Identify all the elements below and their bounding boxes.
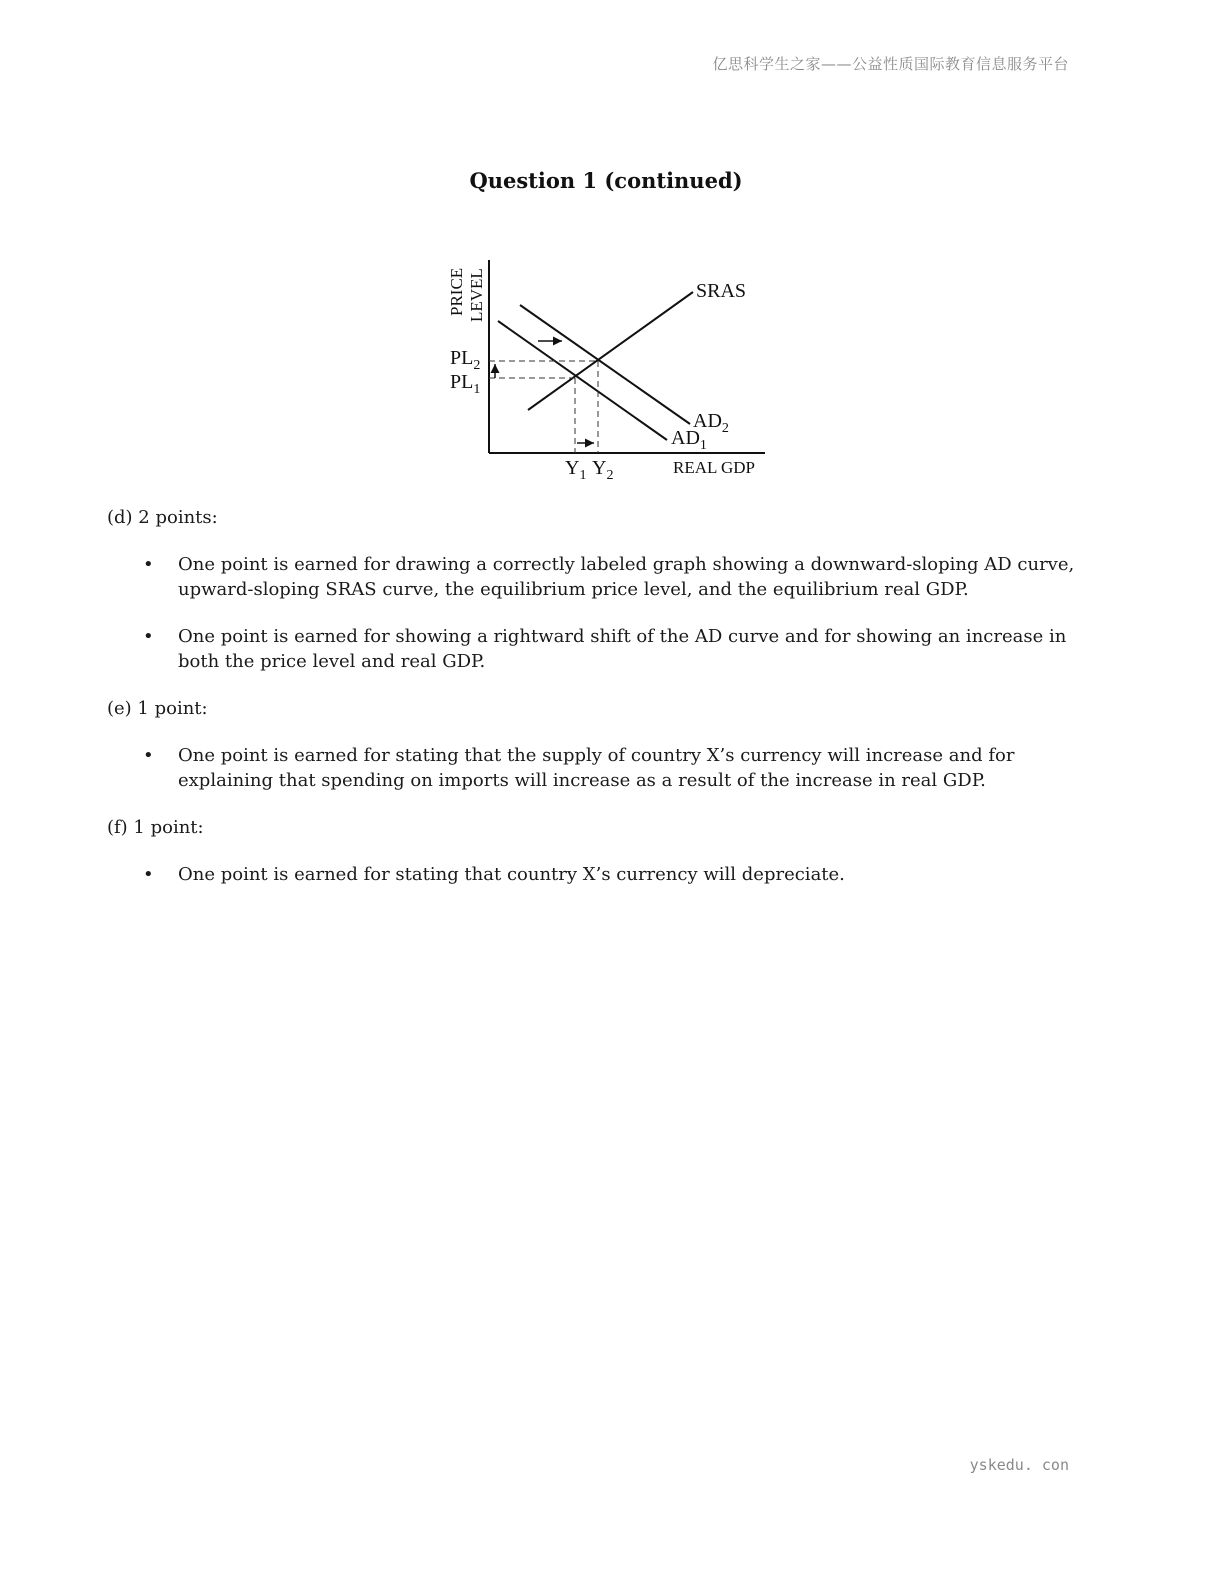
part-f — [107, 815, 1097, 887]
y2-label: $Y_2$ — [592, 457, 614, 483]
part-f-bullets — [107, 862, 1097, 887]
bullet-icon: • — [143, 864, 154, 885]
y-axis-label-level: LEVEL — [467, 268, 486, 322]
y1-label: $Y_1$ — [565, 457, 587, 483]
ad1-curve — [498, 321, 667, 440]
pl1-label: $PL_1$ — [450, 371, 481, 397]
bullet-icon: • — [143, 554, 154, 575]
list-item — [107, 624, 1097, 674]
bullet-icon: • — [143, 626, 154, 647]
bullet-text: One point is earned for showing a rightward shift of the AD curve and for showing an increase in both the price level and real GDP. — [178, 626, 1067, 672]
ad2-curve — [520, 305, 690, 424]
x-axis-label: REAL GDP — [673, 458, 756, 477]
part-e-bullets — [107, 743, 1097, 793]
part-d — [107, 505, 1097, 674]
footer-site-text: yskedu. con — [969, 1456, 1069, 1474]
list-item — [107, 743, 1097, 793]
part-e — [107, 696, 1097, 793]
bullet-icon: • — [143, 745, 154, 766]
scoring-sections — [107, 505, 1097, 887]
part-f-heading: (f) 1 point: — [107, 817, 204, 838]
part-d-bullets — [107, 552, 1097, 674]
list-item — [107, 552, 1097, 602]
bullet-text: One point is earned for stating that country X’s currency will depreciate. — [178, 864, 845, 885]
ad-as-graph — [430, 250, 790, 490]
part-d-heading: (d) 2 points: — [107, 507, 218, 528]
page-title: Question 1 (continued) — [469, 168, 743, 193]
ad1-label: $AD_1$ — [671, 427, 707, 453]
ad2-label: $AD_2$ — [693, 410, 729, 436]
sras-label: SRAS — [696, 280, 747, 302]
bullet-text: One point is earned for drawing a correctly labeled graph showing a downward-sloping AD curve, upward-sloping SRAS curve, the equilibrium price level, and the equilibrium real GDP. — [178, 554, 1075, 600]
pl2-label: $PL_2$ — [450, 347, 481, 373]
header-watermark: 亿思科学生之家——公益性质国际教育信息服务平台 — [712, 55, 1069, 73]
bullet-text: One point is earned for stating that the supply of country X’s currency will increase and for explaining that spending on imports will increase as a result of the increase in real GDP. — [178, 745, 1015, 791]
y-axis-label-price: PRICE — [447, 267, 466, 316]
ad-as-graph-svg — [430, 250, 790, 490]
part-e-heading: (e) 1 point: — [107, 698, 208, 719]
list-item — [107, 862, 1097, 887]
sras-curve — [528, 292, 693, 410]
